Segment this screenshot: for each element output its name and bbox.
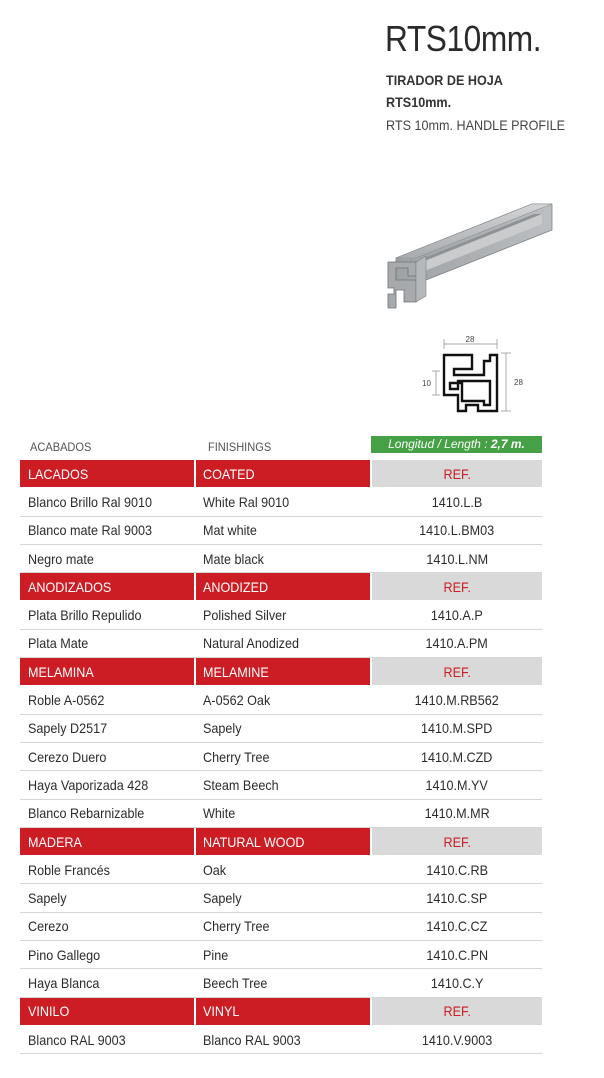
table-row — [20, 884, 542, 912]
product-subtitle-es: TIRADOR DE HOJA — [386, 72, 503, 88]
finish-en: Cherry Tree — [203, 918, 270, 935]
ref-code: REF. — [443, 663, 471, 680]
category-row — [20, 573, 542, 601]
finish-es: Haya Blanca — [28, 974, 100, 991]
finish-es: Blanco RAL 9003 — [28, 1031, 126, 1048]
ref-code: 1410.A.PM — [425, 635, 489, 652]
table-row — [20, 913, 542, 941]
finish-es: Blanco mate Ral 9003 — [28, 522, 152, 539]
product-subtitle-code: RTS10mm. — [386, 94, 452, 110]
category-row — [20, 998, 542, 1026]
finish-es: Plata Mate — [28, 635, 89, 652]
ref-code: REF. — [443, 1003, 471, 1020]
product-title: RTS10mm. — [385, 18, 542, 59]
table-row — [20, 715, 542, 743]
table-row — [20, 488, 542, 516]
profile-3d-image — [382, 196, 554, 312]
finish-en: MELAMINE — [203, 663, 269, 680]
ref-code: 1410.C.SP — [426, 890, 488, 907]
finish-en: White Ral 9010 — [203, 493, 290, 510]
header-acabados: ACABADOS — [30, 440, 92, 454]
finish-es: Haya Vaporizada 428 — [28, 776, 149, 793]
finish-en: Mat white — [203, 522, 257, 539]
finish-es: Cerezo Duero — [28, 748, 107, 765]
finish-en: VINYL — [203, 1003, 240, 1020]
finish-en: COATED — [203, 465, 255, 482]
table-row — [20, 545, 542, 573]
length-value: 2,7 m. — [490, 437, 525, 451]
finish-es: Blanco Brillo Ral 9010 — [28, 493, 152, 510]
table-row — [20, 1026, 542, 1054]
ref-code: 1410.L.NM — [426, 550, 488, 567]
length-prefix: Longitud / Length : — [388, 437, 491, 451]
finish-es: VINILO — [28, 1003, 70, 1020]
ref-code: 1410.V.9003 — [421, 1031, 493, 1048]
finish-en: ANODIZED — [203, 578, 269, 595]
table-row — [20, 630, 542, 658]
finish-es: Sapely D2517 — [28, 720, 108, 737]
table-row — [20, 601, 542, 629]
finish-en: NATURAL WOOD — [203, 833, 305, 850]
finish-es: Pino Gallego — [28, 946, 101, 963]
finish-es: Roble Francés — [28, 861, 110, 878]
ref-code: 1410.C.CZ — [426, 918, 488, 935]
ref-code: 1410.A.P — [431, 607, 483, 624]
finish-es: Cerezo — [28, 918, 69, 935]
finish-en: Mate black — [203, 550, 264, 567]
ref-code: 1410.L.BM03 — [419, 522, 495, 539]
finish-es: MADERA — [28, 833, 82, 850]
finish-en: Oak — [203, 861, 227, 878]
finish-es: Plata Brillo Repulido — [28, 607, 142, 624]
category-row — [20, 460, 542, 488]
finish-en: Cherry Tree — [203, 748, 270, 765]
finish-en: Pine — [203, 946, 229, 963]
ref-code: 1410.L.B — [431, 493, 483, 510]
ref-code: 1410.M.RB562 — [414, 692, 500, 709]
finish-es: LACADOS — [28, 465, 89, 482]
ref-code: 1410.C.PN — [426, 946, 488, 963]
finish-en: Sapely — [203, 720, 242, 737]
finish-es: MELAMINA — [28, 663, 94, 680]
table-row — [20, 686, 542, 714]
finish-es: Sapely — [28, 890, 67, 907]
dimension-height: 28 — [514, 378, 523, 387]
ref-code: REF. — [443, 578, 471, 595]
finish-en: Sapely — [203, 890, 242, 907]
table-row — [20, 517, 542, 545]
ref-code: 1410.C.RB — [426, 861, 488, 878]
table-row — [20, 800, 542, 828]
finish-es: ANODIZADOS — [28, 578, 112, 595]
product-subtitle-en: RTS 10mm. HANDLE PROFILE — [386, 117, 566, 133]
table-row — [20, 941, 542, 969]
finish-en: Steam Beech — [203, 776, 279, 793]
finishes-table — [20, 460, 542, 1054]
finish-es: Roble A-0562 — [28, 692, 105, 709]
finish-es: Blanco Rebarnizable — [28, 805, 145, 822]
category-row — [20, 828, 542, 856]
length-badge — [371, 436, 542, 453]
finish-en: Beech Tree — [203, 974, 268, 991]
table-row — [20, 771, 542, 799]
dimension-depth: 10 — [422, 379, 431, 388]
finish-en: White — [203, 805, 236, 822]
category-row — [20, 658, 542, 686]
finish-en: Polished Silver — [203, 607, 287, 624]
ref-code: 1410.M.YV — [425, 776, 489, 793]
ref-code: REF. — [443, 465, 471, 482]
finish-es: Negro mate — [28, 550, 94, 567]
dimension-width: 28 — [465, 335, 475, 344]
ref-code: 1410.C.Y — [430, 974, 484, 991]
table-row — [20, 743, 542, 771]
table-row — [20, 969, 542, 997]
ref-code: REF. — [443, 833, 471, 850]
ref-code: 1410.M.CZD — [421, 748, 493, 765]
table-header — [20, 436, 542, 456]
finish-en: Blanco RAL 9003 — [203, 1031, 301, 1048]
profile-section-drawing — [418, 333, 524, 417]
finish-en: Natural Anodized — [203, 635, 299, 652]
finish-en: A-0562 Oak — [203, 692, 271, 709]
ref-code: 1410.M.SPD — [421, 720, 493, 737]
ref-code: 1410.M.MR — [424, 805, 490, 822]
table-row — [20, 856, 542, 884]
header-finishings: FINISHINGS — [208, 440, 272, 454]
